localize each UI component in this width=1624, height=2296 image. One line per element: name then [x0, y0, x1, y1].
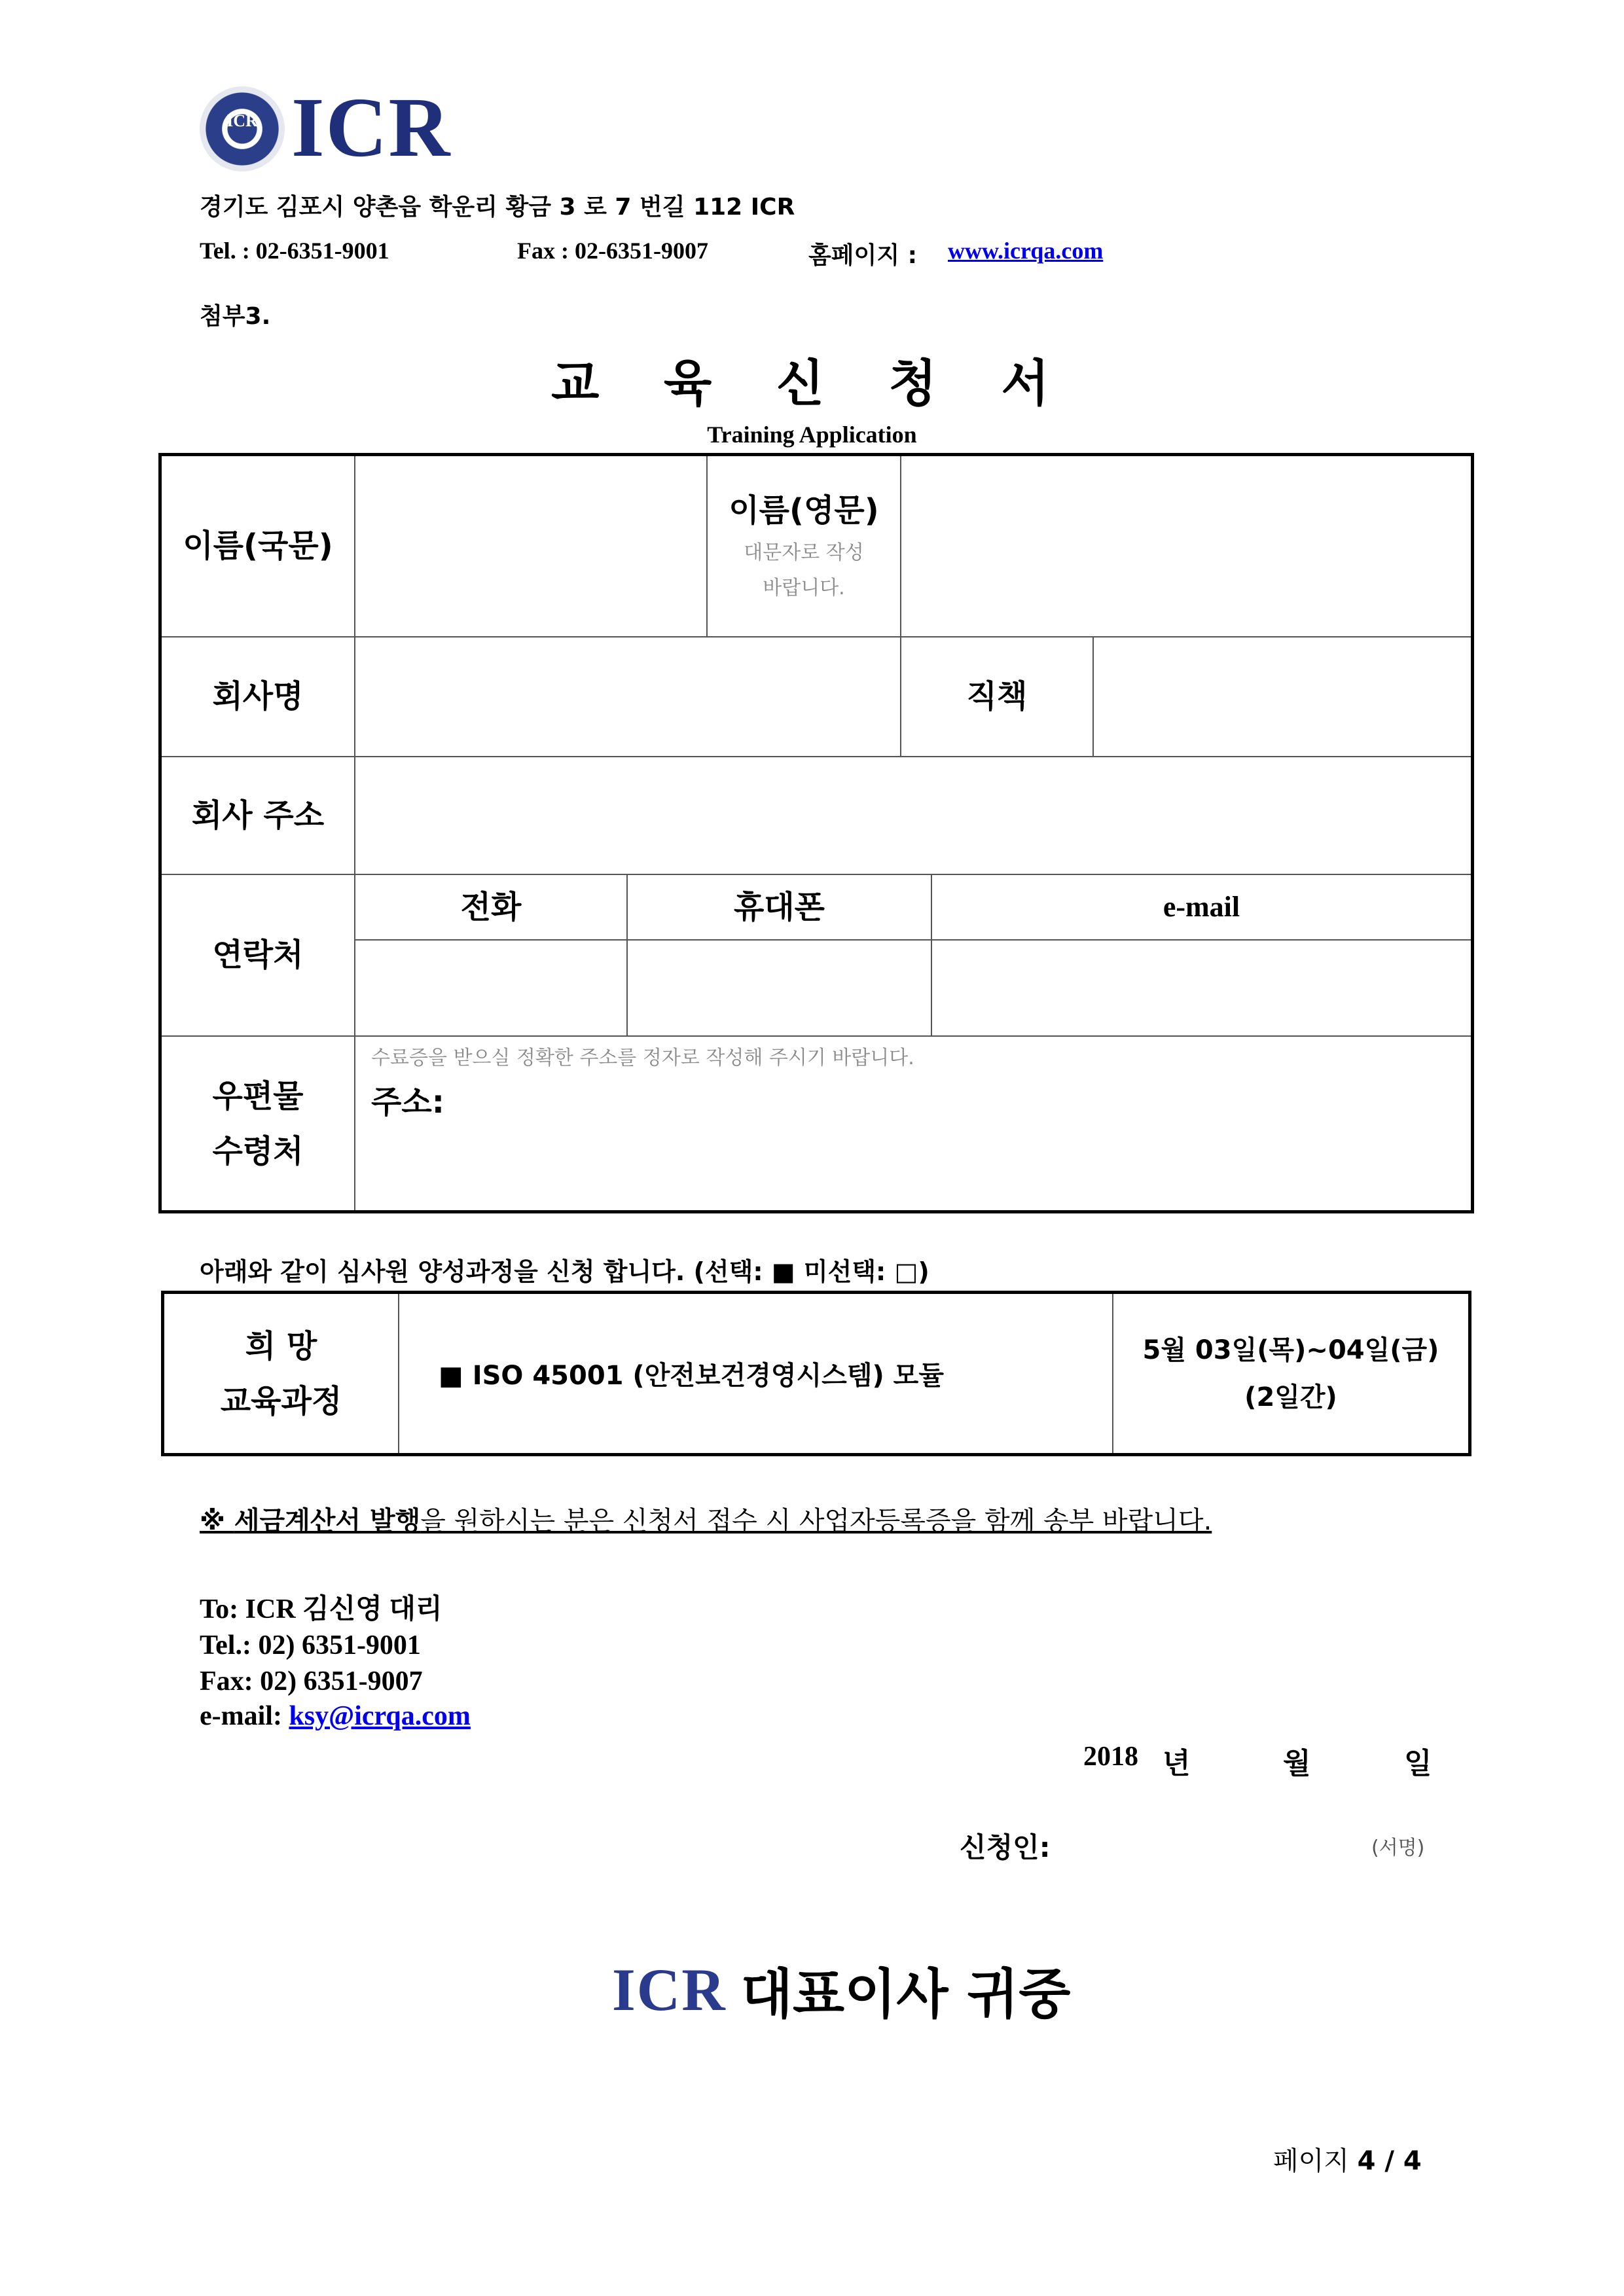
addressee-text: 대표이사 귀중	[740, 1963, 1071, 2026]
tax-note-bold: 세금계산서 발행	[234, 1506, 421, 1536]
course-table	[161, 1291, 1471, 1456]
company-address-label: 회사 주소	[191, 797, 325, 834]
course-label-cell	[164, 1294, 398, 1453]
course-date: 5월 03일(목)~04일(금)	[1142, 1335, 1439, 1365]
date-month-unit: 월	[1283, 1747, 1311, 1780]
course-option[interactable]: ■ ISO 45001 (안전보건경영시스템) 모듈	[439, 1361, 944, 1391]
company-address-field[interactable]	[355, 757, 1471, 874]
company-logo	[200, 81, 468, 175]
contact-fax: Fax: 02) 6351-9007	[200, 1666, 423, 1696]
name-kr-field[interactable]	[355, 456, 706, 636]
attachment-label: 첨부3.	[200, 303, 271, 330]
company-field[interactable]	[355, 637, 900, 756]
date-day-unit: 일	[1404, 1747, 1432, 1780]
name-en-hint-2: 바랍니다.	[763, 576, 845, 600]
mail-address-label: 주소:	[371, 1084, 444, 1121]
mail-address-field[interactable]	[450, 1081, 1458, 1199]
name-kr-label: 이름(국문)	[183, 528, 333, 565]
phone-label: 전화	[460, 888, 522, 925]
name-en-hint-1: 대문자로 작성	[744, 541, 864, 564]
contact-email-link[interactable]: ksy@icrqa.com	[289, 1701, 471, 1731]
contact-email-row	[200, 1700, 471, 1732]
mail-recv-label-2: 수령처	[212, 1132, 304, 1170]
homepage-link[interactable]: www.icrqa.com	[948, 238, 1104, 264]
mail-recv-label-1: 우편물	[212, 1077, 304, 1115]
contact-tel: Tel.: 02) 6351-9001	[200, 1630, 421, 1660]
contact-to: To: ICR 김신영 대리	[200, 1594, 442, 1624]
name-en-label: 이름(영문)	[729, 492, 879, 529]
company-label: 회사명	[212, 678, 304, 715]
sign-label: (서명)	[1371, 1837, 1425, 1859]
applicant-label: 신청인:	[960, 1831, 1051, 1863]
name-en-field[interactable]	[901, 456, 1471, 636]
position-field[interactable]	[1094, 637, 1471, 756]
position-label: 직책	[966, 678, 1028, 715]
addressee	[612, 1954, 1071, 2026]
seal-text: ICR	[226, 111, 258, 130]
tax-note-rest: 을 원하시는 분은 신청서 접수 시 사업자등록증을 함께 송부 바랍니다.	[420, 1506, 1212, 1536]
page-subtitle: Training Application	[707, 422, 917, 448]
email-field[interactable]	[932, 941, 1471, 1035]
course-label-1: 희 망	[245, 1327, 317, 1365]
mail-hint: 수료증을 받으실 정확한 주소를 정자로 작성해 주시기 바랍니다.	[371, 1047, 914, 1069]
mobile-field[interactable]	[628, 941, 931, 1035]
header-fax: Fax : 02-6351-9007	[517, 238, 708, 264]
phone-field[interactable]	[355, 941, 626, 1035]
selection-note: 아래와 같이 심사원 양성과정을 신청 합니다. (선택: ■ 미선택: □)	[200, 1257, 929, 1286]
header-tel: Tel. : 02-6351-9001	[200, 238, 389, 264]
addressee-logo: ICR	[612, 1956, 727, 2023]
course-label-2: 교육과정	[220, 1382, 342, 1420]
logo-text: ICR	[291, 81, 452, 175]
email-label: e-mail	[1163, 890, 1240, 923]
date-year: 2018	[1083, 1742, 1138, 1772]
mobile-label: 휴대폰	[733, 888, 825, 925]
page-label: 페이지	[1273, 2146, 1349, 2176]
name-en-label-cell	[708, 456, 900, 636]
course-duration: (2일간)	[1244, 1382, 1337, 1412]
tax-note	[200, 1500, 1212, 1537]
course-date-cell	[1113, 1294, 1468, 1453]
contact-label: 연락처	[212, 937, 304, 974]
page-title: 교 육 신 청 서	[551, 354, 1073, 412]
page-num: 4 / 4	[1357, 2146, 1422, 2176]
mail-recv-label-cell	[162, 1037, 354, 1210]
tax-note-prefix: ※	[200, 1506, 234, 1536]
contact-email-label: e-mail:	[200, 1701, 282, 1731]
company-address: 경기도 김포시 양촌읍 학운리 황금 3 로 7 번길 112 ICR	[200, 194, 795, 221]
date-year-unit: 년	[1163, 1747, 1191, 1780]
application-form-table	[158, 453, 1474, 1213]
homepage-label: 홈페이지 :	[808, 242, 918, 269]
page-number	[1273, 2140, 1422, 2178]
